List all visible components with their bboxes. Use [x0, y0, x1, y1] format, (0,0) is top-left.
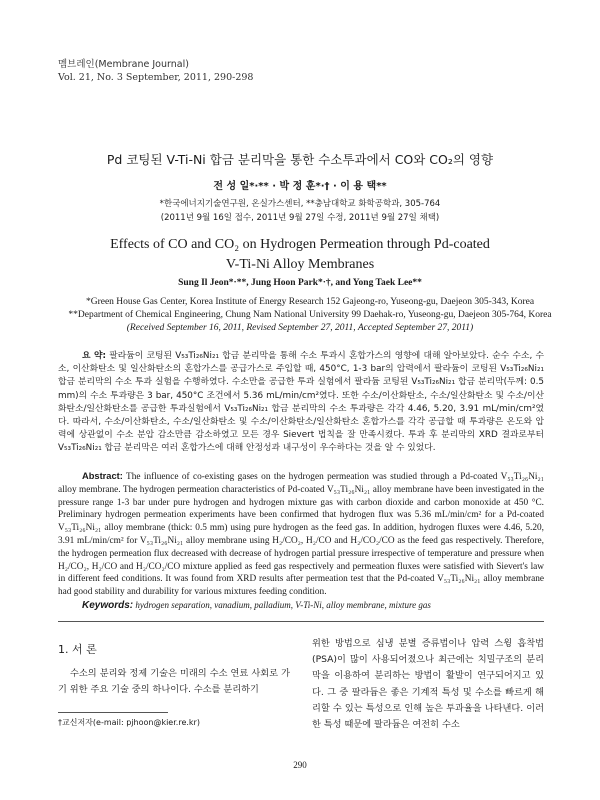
- keywords: [58, 600, 544, 611]
- title-english: [0, 235, 600, 275]
- page-number: 290: [293, 760, 307, 770]
- keywords-text: hydrogen separation, vanadium, palladium, V-Ti-Ni, alloy membrane, mixture gas: [135, 600, 431, 610]
- footnote: †교신저자(e-mail: pjhoon@kier.re.kr): [58, 718, 200, 727]
- abstract-korean: [58, 350, 544, 456]
- dates-korean: (2011년 9월 16일 접수, 2011년 9월 27일 수정, 2011년 9월 27일 채택): [160, 213, 440, 223]
- affiliations-english: [60, 296, 560, 322]
- abstract-korean-label: 요 약:: [82, 351, 107, 361]
- divider: [58, 621, 544, 622]
- affiliations-korean: *한국에너지기술연구원, 온실가스센터, **충남대학교 화학공학과, 305-764: [159, 199, 441, 209]
- abstract-english-text: The influence of co-existing gases on the hydrogen permeation was studied through a Pd-coated V₅₃Ti₂₆Ni₂₁ alloy membrane. The hydrogen permeation characteristics of Pd-coated V₅₃Ti₂₆Ni₂₁ alloy membrane have been investigated in the pressure range 1-3 bar under pure hydrogen and hydrogen mixture gas with carbon dioxide and carbon monoxide at 450 °C. Preliminary hydrogen permeation experiments have been confirmed that hydrogen flux was 5.36 mL/min/cm² for a Pd-coated V₅₃Ti₂₆Ni₂₁ alloy membrane (thick: 0.5 mm) using pure hydrogen as the feed gas. In addition, hydrogen fluxes were 4.46, 5.20, 3.91 mL/min/cm² for V₅₃Ti₂₆Ni₂₁ alloy membrane using H₂/CO₂, H₂/CO and H₂/CO₂/CO as the feed gas respectively. Therefore, the hydrogen permeation flux decreased with decrease of hydrogen partial pressure irrespective of temperature and pressure when H₂/CO₂, H₂/CO and H₂/CO₂/CO mixture applied as feed gas respectively and permeation fluxes were satisfied with Sievert's law in different feed conditions. It was found from XRD results after permeation test that the Pd-coated V₅₃Ti₂₆Ni₂₁ alloy membrane had good stability and durability for various mixtures feeding condition.: [58, 472, 544, 598]
- section-heading: 1. 서 론: [58, 643, 97, 656]
- title-english-line-2: V-Ti-Ni Alloy Membranes: [225, 257, 375, 272]
- intro-right-column: 위한 방법으로 심냉 분별 증류법이나 압력 스윙 흡착법(PSA)이 많이 사용되어졌으나 최근에는 치밀구조의 분리막을 이용하여 분리하는 방법이 활발이 연구되어지고 있다. 그 중 팔라듐은 좋은 기계적 특성 및 수소를 빠르게 해리할 수 있는 특성으로 인해 높은 투과율을 나타낸다. 이러한 특성 때문에 팔라듐은 여전히 수소: [312, 638, 544, 731]
- journal-volume: Vol. 21, No. 3 September, 2011, 290-298: [58, 72, 254, 83]
- abstract-english: [58, 470, 544, 599]
- abstract-korean-text: 팔라듐이 코팅된 V₅₃Ti₂₆Ni₂₁ 합금 분리막을 통해 수소 투과시 혼합가스의 영향에 대해 알아보았다. 순수 수소, 수소, 이산화탄소 및 일산화탄소의 혼합가스를 공급가스로 주입할 때, 450°C, 1-3 bar의 압력에서 팔라듐이 코팅된 V₅₃Ti₂₆Ni₂₁ 합금 분리막의 수소 투과 실험을 수행하였다. 수소만을 공급한 투과 실험에서 팔라듐 코팅된 V₅₃Ti₂₆Ni₂₁ 합금 분리막(두께: 0.5 mm)의 수소 투과량은 3 bar, 450°C 조건에서 5.36 mL/min/cm²였다. 또한 수소/이산화탄소, 수소/일산화탄소 및 수소/이산화탄소/일산화탄소를 공급한 투과실험에서 V₅₃Ti₂₆Ni₂₁ 합금 분리막의 수소 투과량은 각각 4.46, 5.20, 3.91 mL/min/cm²였다. 따라서, 수소/이산화탄소, 수소/일산화탄소 및 수소/이산화탄소/일산화탄소 혼합가스를 각각 공급할 때 투과량은 온도와 압력에 상관없이 수소 분압 감소만큼 감소하였고 모든 경우 Sievert 법칙을 잘 만족시켰다. 투과 후 분리막의 XRD 결과로부터 V₅₃Ti₂₆Ni₂₁ 합금 분리막은 여러 혼합가스에 대해 안정성과 내구성이 우수하다는 것을 알 수 있었다.: [58, 351, 544, 454]
- authors-korean: 전 성 일*·** · 박 정 훈*·† · 이 용 택**: [213, 181, 387, 192]
- authors-english: Sung Il Jeon*·**, Jung Hoon Park*·†, and Yong Taek Lee**: [178, 278, 422, 288]
- affiliation-english-2: **Department of Chemical Engineering, Chung Nam National University 99 Daehak-ro, Yuseong-gu, Daejeon 305-764, Korea: [68, 310, 552, 320]
- title-english-line-1: Effects of CO and CO₂ on Hydrogen Permeation through Pd-coated: [110, 237, 490, 252]
- abstract-english-label: Abstract:: [82, 471, 123, 481]
- dates-english: (Received September 16, 2011, Revised September 27, 2011, Accepted September 27, 2011): [126, 323, 474, 333]
- intro-left-column: 수소의 분리와 정제 기술은 미래의 수소 연료 사회로 가기 위한 주요 기술 중의 하나이다. 수소를 분리하기: [58, 668, 290, 696]
- keywords-label: Keywords:: [82, 600, 134, 611]
- title-korean: Pd 코팅된 V-Ti-Ni 합금 분리막을 통한 수소투과에서 CO와 CO₂의 영향: [106, 152, 494, 167]
- journal-name: 멤브레인(Membrane Journal): [58, 59, 189, 70]
- affiliation-english-1: *Green House Gas Center, Korea Institute of Energy Research 152 Gajeong-ro, Yuseong-gu, Daejeon 305-343, Korea: [85, 297, 535, 307]
- footnote-rule: [58, 712, 168, 713]
